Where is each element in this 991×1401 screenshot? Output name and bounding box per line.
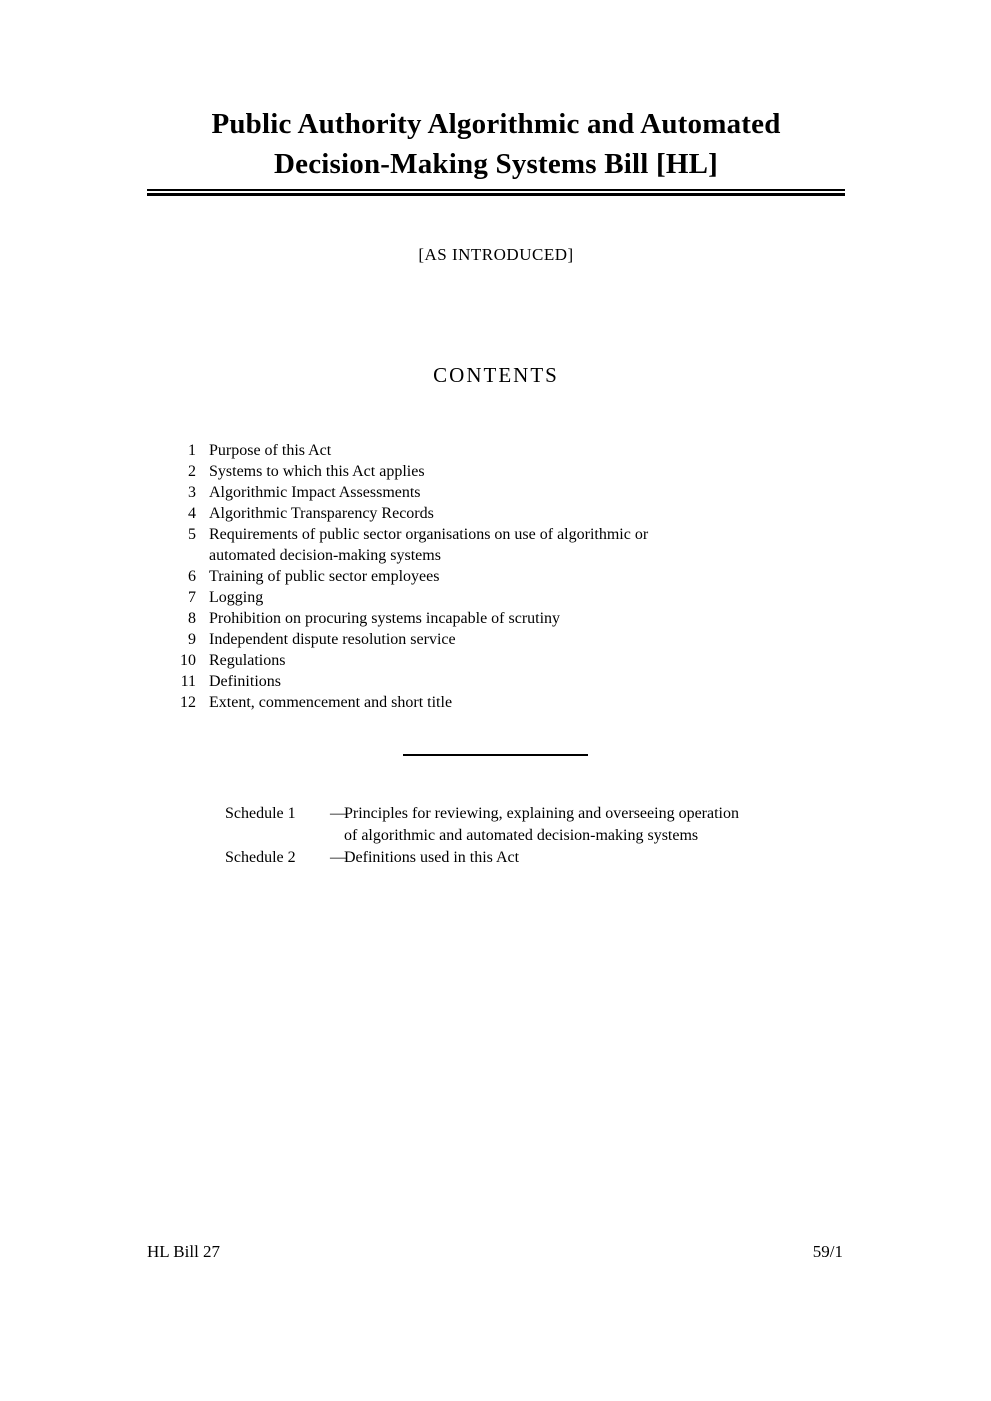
clause-entry bbox=[147, 608, 845, 629]
clause-title-continuation: automated decision-making systems bbox=[209, 547, 441, 564]
clause-number: 12 bbox=[180, 694, 196, 711]
clause-list bbox=[147, 440, 845, 713]
clause-entry bbox=[147, 629, 845, 650]
schedule-list bbox=[225, 803, 865, 869]
clause-title: Independent dispute resolution service bbox=[209, 631, 456, 648]
clause-title: Systems to which this Act applies bbox=[209, 463, 425, 480]
clause-number: 1 bbox=[188, 442, 196, 459]
clause-title: Requirements of public sector organisations on use of algorithmic or bbox=[209, 526, 649, 543]
clause-title: Algorithmic Impact Assessments bbox=[209, 484, 421, 501]
schedule-entry bbox=[225, 803, 865, 847]
clause-number: 10 bbox=[180, 652, 196, 669]
clause-title: Purpose of this Act bbox=[209, 442, 332, 459]
bill-title-line2: Decision-Making Systems Bill [HL] bbox=[273, 148, 719, 180]
status-line: [AS INTRODUCED] bbox=[418, 245, 574, 264]
clause-title-cell bbox=[209, 524, 845, 566]
clause-title: Logging bbox=[209, 589, 264, 606]
clause-title: Prohibition on procuring systems incapable of scrutiny bbox=[209, 610, 561, 627]
clause-number: 6 bbox=[188, 568, 196, 585]
clause-title: Definitions bbox=[209, 673, 281, 690]
clause-number: 3 bbox=[188, 484, 196, 501]
clause-title-cell bbox=[209, 650, 845, 671]
clause-title-cell bbox=[209, 671, 845, 692]
clause-number: 11 bbox=[180, 673, 196, 690]
clause-entry bbox=[147, 671, 845, 692]
clause-title: Training of public sector employees bbox=[209, 568, 440, 585]
section-divider-rule bbox=[403, 754, 588, 756]
session-number: 59/1 bbox=[812, 1242, 843, 1261]
clause-entry bbox=[147, 524, 845, 566]
contents-heading: CONTENTS bbox=[433, 363, 559, 387]
schedule-title-cell bbox=[344, 847, 865, 869]
schedule-label: Schedule 2 bbox=[225, 849, 296, 866]
schedule-entry bbox=[225, 847, 865, 869]
clause-entry bbox=[147, 566, 845, 587]
page-footer bbox=[147, 1242, 843, 1262]
clause-title-cell bbox=[209, 503, 845, 524]
clause-title-cell bbox=[209, 482, 845, 503]
clause-number: 9 bbox=[188, 631, 196, 648]
clause-entry bbox=[147, 461, 845, 482]
clause-entry bbox=[147, 692, 845, 713]
clause-title-cell bbox=[209, 566, 845, 587]
clause-entry bbox=[147, 587, 845, 608]
bill-title-line1: Public Authority Algorithmic and Automated bbox=[211, 108, 781, 140]
schedule-dash: — bbox=[330, 849, 346, 866]
clause-number: 7 bbox=[188, 589, 196, 606]
clause-title-cell bbox=[209, 629, 845, 650]
clause-entry bbox=[147, 503, 845, 524]
clause-title: Algorithmic Transparency Records bbox=[209, 505, 434, 522]
clause-number: 5 bbox=[188, 526, 196, 543]
clause-title-cell bbox=[209, 461, 845, 482]
clause-number: 8 bbox=[188, 610, 196, 627]
clause-title-cell bbox=[209, 608, 845, 629]
bill-reference: HL Bill 27 bbox=[147, 1242, 221, 1261]
clause-title: Extent, commencement and short title bbox=[209, 694, 453, 711]
clause-title-cell bbox=[209, 587, 845, 608]
clause-title: Regulations bbox=[209, 652, 286, 669]
clause-entry bbox=[147, 650, 845, 671]
schedule-title-cell bbox=[344, 803, 865, 847]
clause-number: 2 bbox=[188, 463, 196, 480]
schedule-label: Schedule 1 bbox=[225, 805, 296, 822]
schedule-title: Definitions used in this Act bbox=[344, 849, 520, 866]
title-double-rule bbox=[147, 189, 845, 196]
clause-number: 4 bbox=[188, 505, 196, 522]
bill-title-block bbox=[147, 104, 845, 196]
clause-entry bbox=[147, 482, 845, 503]
clause-entry bbox=[147, 440, 845, 461]
clause-title-cell bbox=[209, 440, 845, 461]
schedule-title-continuation: of algorithmic and automated decision-making systems bbox=[344, 827, 699, 844]
bill-title bbox=[147, 104, 845, 184]
schedule-title: Principles for reviewing, explaining and overseeing operation bbox=[344, 805, 739, 822]
clause-title-cell bbox=[209, 692, 845, 713]
schedule-dash: — bbox=[330, 805, 346, 822]
